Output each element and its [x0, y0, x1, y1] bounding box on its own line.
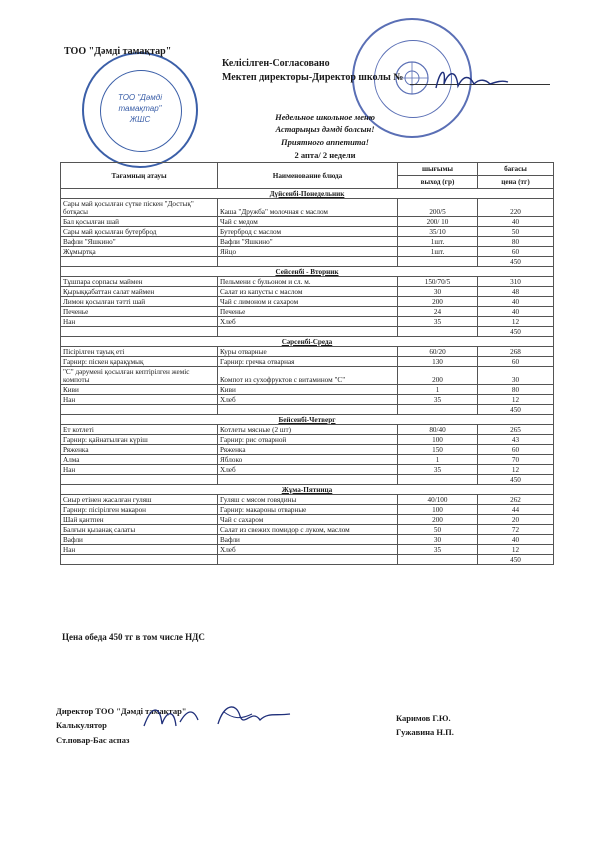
empty-cell [218, 257, 398, 267]
day-header-row [61, 485, 554, 495]
cell-name-ru: Пельмени с бульоном и сл. м. [218, 277, 398, 287]
table-row [61, 247, 554, 257]
total-row [61, 257, 554, 267]
cell-name-kz: Нан [61, 395, 218, 405]
cell-name-ru: Салат из свежих помидор с луком, маслом [218, 525, 398, 535]
cell-name-kz: Лимон қосылған тәтті шай [61, 297, 218, 307]
cell-name-kz: Алма [61, 455, 218, 465]
cell-name-kz: Нан [61, 465, 218, 475]
table-row [61, 435, 554, 445]
day-total: 450 [478, 555, 554, 565]
table-row [61, 307, 554, 317]
day-header-row [61, 267, 554, 277]
cell-output: 30 [398, 287, 478, 297]
empty-cell [61, 257, 218, 267]
table-row [61, 199, 554, 217]
cell-name-kz: Ет котлеті [61, 425, 218, 435]
cell-name-ru: Вафли [218, 535, 398, 545]
cell-name-ru: Гарнир: рис отварной [218, 435, 398, 445]
table-row [61, 237, 554, 247]
day-header-row [61, 415, 554, 425]
cell-price: 50 [478, 227, 554, 237]
cell-name-kz: Сары май қосылған сүтке піскен "Достық" ботқасы [61, 199, 218, 217]
empty-cell [61, 405, 218, 415]
day-title: Сейсенбі - Вторник [61, 267, 554, 277]
cell-price: 268 [478, 347, 554, 357]
cell-price: 60 [478, 247, 554, 257]
empty-cell [398, 257, 478, 267]
cell-output: 35 [398, 465, 478, 475]
cell-name-ru: Печенье [218, 307, 398, 317]
cell-name-kz: Вафли [61, 535, 218, 545]
cell-output: 1шт. [398, 237, 478, 247]
cell-price: 60 [478, 445, 554, 455]
cell-name-kz: Печенье [61, 307, 218, 317]
col-header-ru: Наименование блюда [218, 163, 398, 189]
cell-output: 24 [398, 307, 478, 317]
cell-name-ru: Хлеб [218, 465, 398, 475]
table-row [61, 495, 554, 505]
cell-name-ru: Вафли "Яшкино" [218, 237, 398, 247]
day-title: Жұма-Пятница [61, 485, 554, 495]
cell-name-kz: Ряженка [61, 445, 218, 455]
day-header-row [61, 189, 554, 199]
cell-price: 40 [478, 297, 554, 307]
cell-price: 30 [478, 367, 554, 385]
table-row [61, 535, 554, 545]
table-row [61, 395, 554, 405]
cell-output: 150 [398, 445, 478, 455]
day-header-row [61, 337, 554, 347]
cell-price: 60 [478, 357, 554, 367]
cell-price: 48 [478, 287, 554, 297]
cell-price: 265 [478, 425, 554, 435]
table-row [61, 277, 554, 287]
cell-name-ru: Чай с медом [218, 217, 398, 227]
total-row [61, 555, 554, 565]
cell-name-kz: Бал қосылған шай [61, 217, 218, 227]
cell-name-ru: Бутерброд с маслом [218, 227, 398, 237]
subtitle-1: Недельное школьное меню [275, 112, 375, 122]
col-header-out-kz: шығымы [398, 163, 478, 176]
cell-output: 200 [398, 367, 478, 385]
cell-price: 12 [478, 465, 554, 475]
cell-output: 200/ 10 [398, 217, 478, 227]
director-sign-label: Директор ТОО "Дәмді тамақтар" [56, 706, 187, 716]
cell-price: 12 [478, 395, 554, 405]
cell-price: 40 [478, 307, 554, 317]
cell-name-ru: Хлеб [218, 317, 398, 327]
company-stamp-text: ТОО "Дәмді тамақтар" ЖШС [118, 93, 162, 124]
table-row [61, 525, 554, 535]
total-row [61, 475, 554, 485]
table-row [61, 505, 554, 515]
cell-price: 12 [478, 317, 554, 327]
cell-name-kz: Пісірілген тауық еті [61, 347, 218, 357]
empty-cell [398, 555, 478, 565]
cell-output: 150/70/5 [398, 277, 478, 287]
cell-price: 70 [478, 455, 554, 465]
cell-name-kz: Гарнир: піскен қарақұмық [61, 357, 218, 367]
table-row [61, 385, 554, 395]
cell-output: 100 [398, 435, 478, 445]
empty-cell [61, 555, 218, 565]
subtitle-4: 2 апта/ 2 недели [294, 150, 356, 160]
cell-name-ru: Хлеб [218, 545, 398, 555]
empty-cell [398, 475, 478, 485]
cell-output: 40/100 [398, 495, 478, 505]
cell-output: 100 [398, 505, 478, 515]
cell-name-ru: Ряженка [218, 445, 398, 455]
empty-cell [398, 405, 478, 415]
col-header-price-kz: бағасы [478, 163, 554, 176]
cell-price: 80 [478, 237, 554, 247]
cell-output: 60/20 [398, 347, 478, 357]
empty-cell [61, 475, 218, 485]
table-header-row-1 [61, 163, 554, 176]
bottom-signatures [140, 698, 300, 738]
cell-output: 30 [398, 535, 478, 545]
price-note: Цена обеда 450 тг в том числе НДС [62, 632, 205, 642]
empty-cell [61, 327, 218, 337]
cell-price: 44 [478, 505, 554, 515]
cell-output: 50 [398, 525, 478, 535]
cell-name-ru: Гарнир: макароны отварные [218, 505, 398, 515]
cell-output: 200 [398, 515, 478, 525]
day-total: 450 [478, 405, 554, 415]
day-total: 450 [478, 475, 554, 485]
total-row [61, 405, 554, 415]
col-header-kz: Тағамның атауы [61, 163, 218, 189]
cell-name-ru: Компот из сухофруктов с витамином "С" [218, 367, 398, 385]
director-title: Мектеп директоры-Директор школы № [222, 72, 404, 83]
empty-cell [218, 475, 398, 485]
cell-name-kz: Вафли "Яшкино" [61, 237, 218, 247]
table-row [61, 287, 554, 297]
table-row [61, 545, 554, 555]
cell-output: 200/5 [398, 199, 478, 217]
table-row [61, 515, 554, 525]
cell-output: 1 [398, 385, 478, 395]
director-signature [430, 62, 510, 96]
cell-name-ru: Гарнир: гречка отварная [218, 357, 398, 367]
chef-label: Ст.повар-Бас аспаз [56, 735, 130, 745]
cell-output: 130 [398, 357, 478, 367]
col-header-out-ru: выход (гр) [398, 176, 478, 189]
empty-cell [218, 405, 398, 415]
calculator-label: Калькулятор [56, 720, 107, 730]
cell-name-ru: Яблоко [218, 455, 398, 465]
cell-name-kz: "С" дәрумені қосылған кептірілген жеміс компоты [61, 367, 218, 385]
cell-output: 35 [398, 317, 478, 327]
table-row [61, 227, 554, 237]
cell-name-ru: Чай с сахаром [218, 515, 398, 525]
total-row [61, 327, 554, 337]
cell-name-kz: Қырыққабаттан салат маймен [61, 287, 218, 297]
cell-price: 40 [478, 217, 554, 227]
table-row [61, 297, 554, 307]
cell-name-ru: Хлеб [218, 395, 398, 405]
cell-name-kz: Киви [61, 385, 218, 395]
cell-name-ru: Салат из капусты с маслом [218, 287, 398, 297]
cell-output: 1шт. [398, 247, 478, 257]
cell-output: 35 [398, 545, 478, 555]
table-row [61, 425, 554, 435]
signer-name-1: Каримов Г.Ю. [396, 713, 451, 723]
cell-output: 1 [398, 455, 478, 465]
cell-output: 35 [398, 395, 478, 405]
cell-price: 43 [478, 435, 554, 445]
empty-cell [218, 555, 398, 565]
table-row [61, 217, 554, 227]
day-title: Сәрсенбі-Среда [61, 337, 554, 347]
table-row [61, 455, 554, 465]
cell-price: 40 [478, 535, 554, 545]
company-name: ТОО "Дәмді тамақтар" [64, 46, 172, 57]
agreed-label: Келісілген-Согласовано [222, 58, 330, 69]
cell-price: 72 [478, 525, 554, 535]
table-row [61, 445, 554, 455]
day-title: Бейсенбі-Четверг [61, 415, 554, 425]
cell-name-kz: Жұмыртқа [61, 247, 218, 257]
table-row [61, 465, 554, 475]
cell-price: 220 [478, 199, 554, 217]
cell-name-kz: Сары май қосылған бутерброд [61, 227, 218, 237]
day-title: Дүйсенбі-Понедельник [61, 189, 554, 199]
cell-name-kz: Гарнир: пісірілген макарон [61, 505, 218, 515]
cell-output: 35/10 [398, 227, 478, 237]
col-header-price-ru: цена (тг) [478, 176, 554, 189]
cell-name-kz: Балғын қызанақ салаты [61, 525, 218, 535]
table-row [61, 317, 554, 327]
cell-name-ru: Чай с лимоном и сахаром [218, 297, 398, 307]
cell-price: 262 [478, 495, 554, 505]
empty-cell [218, 327, 398, 337]
cell-name-ru: Яйцо [218, 247, 398, 257]
cell-price: 20 [478, 515, 554, 525]
cell-output: 200 [398, 297, 478, 307]
cell-name-ru: Киви [218, 385, 398, 395]
signer-name-2: Гужавина Н.П. [396, 727, 454, 737]
subtitle-2: Астарыңыз дәмді болсын! [275, 124, 375, 134]
cell-price: 310 [478, 277, 554, 287]
cell-name-kz: Шай қантпен [61, 515, 218, 525]
cell-name-kz: Гарнир: қайнатылған күріш [61, 435, 218, 445]
cell-price: 80 [478, 385, 554, 395]
company-stamp [82, 52, 198, 168]
cell-price: 12 [478, 545, 554, 555]
cell-name-kz: Нан [61, 317, 218, 327]
cell-name-kz: Нан [61, 545, 218, 555]
cell-name-ru: Гуляш с мясом говядины [218, 495, 398, 505]
day-total: 450 [478, 327, 554, 337]
menu-table [60, 162, 554, 565]
empty-cell [398, 327, 478, 337]
cell-name-kz: Сиыр етінен жасалған гуляш [61, 495, 218, 505]
table-row [61, 357, 554, 367]
table-row [61, 367, 554, 385]
cell-name-ru: Котлеты мясные (2 шт) [218, 425, 398, 435]
cell-output: 80/40 [398, 425, 478, 435]
menu-table-body [61, 163, 554, 565]
cell-name-kz: Тұшпара сорпасы маймен [61, 277, 218, 287]
day-total: 450 [478, 257, 554, 267]
subtitle-3: Приятного аппетита! [281, 137, 369, 147]
cell-name-ru: Каша "Дружба" молочная с маслом [218, 199, 398, 217]
cell-name-ru: Куры отварные [218, 347, 398, 357]
table-row [61, 347, 554, 357]
